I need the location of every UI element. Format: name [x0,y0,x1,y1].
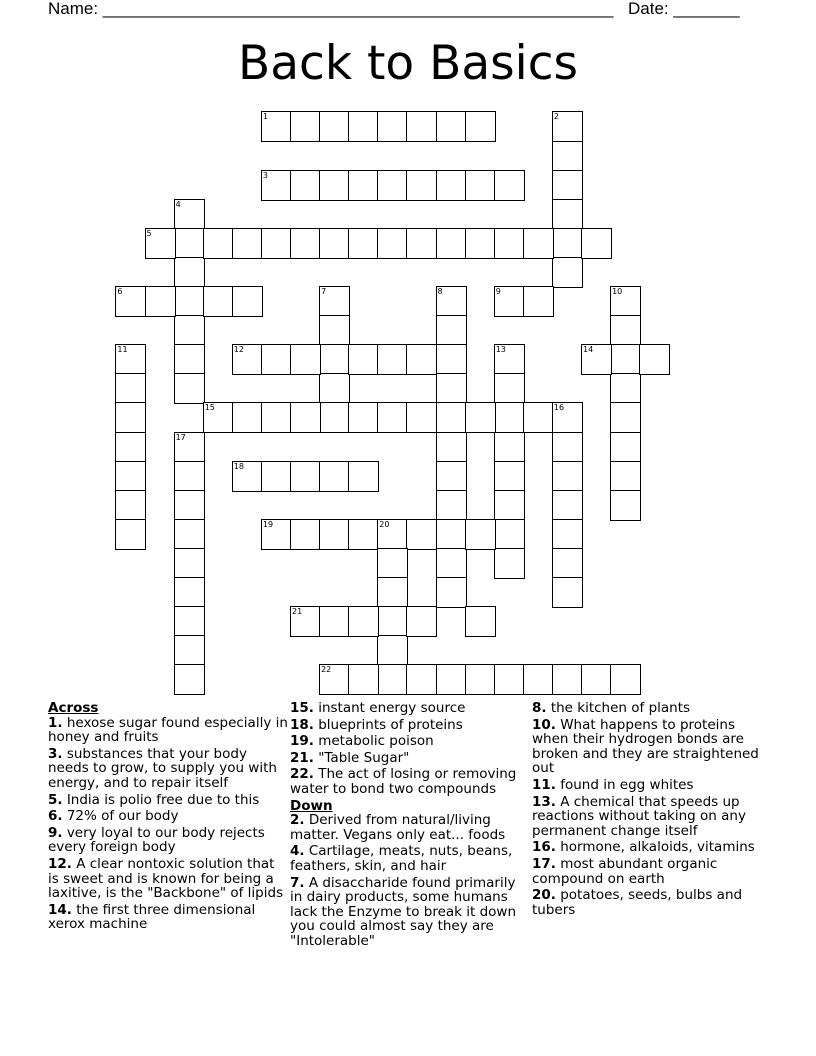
grid-cell[interactable] [552,402,583,433]
grid-cell[interactable] [436,664,467,695]
grid-cell[interactable] [377,606,408,637]
clue-item-number: 7. [290,874,305,891]
grid-cell[interactable] [261,402,292,433]
clue-number: 10 [612,287,623,296]
grid-cell[interactable] [115,432,146,463]
clue-number: 9 [495,287,501,296]
down-clue-list-continued [532,701,770,917]
grid-cell[interactable] [319,461,350,492]
grid-cell[interactable] [377,111,408,142]
grid-cell[interactable] [115,373,146,404]
clue-item-number: 20. [532,887,556,904]
clue-item-text: metabolic poison [313,733,434,750]
grid-cell[interactable] [406,606,437,637]
grid-cell[interactable] [348,606,379,637]
grid-cell[interactable] [377,344,408,375]
grid-cell[interactable] [436,490,467,521]
clue-item-number: 16. [532,839,556,856]
grid-cell[interactable] [174,519,205,550]
clue-item [290,751,528,766]
grid-cell[interactable] [174,461,205,492]
grid-cell[interactable] [494,664,525,695]
grid-cell[interactable] [610,402,641,433]
grid-cell[interactable] [436,577,467,608]
grid-cell[interactable] [377,519,408,550]
clue-item [532,840,770,855]
grid-cell[interactable] [290,111,321,142]
clue-number: 19 [262,519,274,529]
grid-cell[interactable] [115,490,146,521]
grid-cell[interactable] [290,519,321,550]
grid-cell[interactable] [319,344,350,375]
grid-cell[interactable] [406,170,437,201]
clue-item [48,747,288,791]
grid-cell[interactable] [610,664,641,695]
grid-cell[interactable] [494,286,525,317]
grid-cell[interactable] [465,111,496,142]
grid-cell[interactable] [232,286,263,317]
clue-item [48,793,288,808]
clue-item-text: substances that your body needs to grow, to supply you with energy, and to repair itself [48,745,277,791]
clue-item-text: the first three dimensional xerox machine [48,901,256,933]
date-field-label: Date: _______ [628,0,740,18]
grid-cell[interactable] [348,344,379,375]
clue-item-text: hexose sugar found especially in honey and fruits [48,714,288,746]
grid-cell[interactable] [115,461,146,492]
clue-item-text: instant energy source [313,700,466,716]
grid-cell[interactable] [348,664,379,695]
grid-cell[interactable] [494,548,525,579]
grid-cell[interactable] [319,373,350,404]
grid-cell[interactable] [232,461,263,492]
grid-cell[interactable] [174,373,205,404]
grid-cell[interactable] [319,228,350,259]
clue-item-number: 18. [290,716,314,733]
grid-cell[interactable] [552,257,583,288]
clue-item [48,716,288,745]
clue-item [532,795,770,839]
grid-cell[interactable] [261,111,292,142]
grid-cell[interactable] [203,402,234,433]
grid-cell[interactable] [377,635,408,666]
grid-cell[interactable] [348,111,379,142]
clue-item [290,813,528,842]
grid-cell[interactable] [174,577,205,608]
clue-item-number: 19. [290,733,314,750]
grid-cell[interactable] [348,228,379,259]
clue-item-number: 6. [48,808,63,825]
clue-item-number: 13. [532,793,556,810]
grid-cell[interactable] [406,519,437,550]
grid-cell[interactable] [261,344,292,375]
clue-number: 16 [553,403,565,413]
clue-item-text: very loyal to our body rejects every foreign body [48,824,265,856]
clue-item-text: 72% of our body [62,808,179,825]
clue-column-3 [532,701,770,919]
clue-item-text: found in egg whites [555,776,694,793]
grid-cell[interactable] [581,344,612,375]
clue-item [532,701,770,716]
grid-cell[interactable] [465,664,496,695]
grid-cell[interactable] [348,461,379,492]
clue-item [532,778,770,793]
grid-cell[interactable] [232,402,263,433]
grid-cell[interactable] [319,286,350,317]
grid-cell[interactable] [552,228,583,259]
grid-cell[interactable] [552,432,583,463]
clue-item-number: 4. [290,843,305,860]
grid-cell[interactable] [174,490,205,521]
clue-item-number: 2. [290,812,305,829]
clue-item [290,701,528,716]
grid-cell[interactable] [406,344,437,375]
grid-cell[interactable] [494,461,525,492]
clue-number: 22 [321,665,332,675]
grid-cell[interactable] [610,490,641,521]
grid-cell[interactable] [232,228,263,259]
grid-cell[interactable] [581,228,612,259]
clue-item-text: the kitchen of plants [546,700,691,716]
grid-cell[interactable] [494,228,525,259]
clue-number: 18 [233,461,244,471]
grid-cell[interactable] [174,606,205,637]
clue-item-number: 8. [532,700,547,716]
grid-cell[interactable] [465,519,496,550]
clue-number: 15 [204,403,215,413]
grid-cell[interactable] [319,402,350,433]
clue-item [290,767,528,796]
grid-cell[interactable] [261,461,292,492]
grid-cell[interactable] [174,664,205,695]
grid-cell[interactable] [261,170,292,201]
grid-cell[interactable] [261,228,292,259]
grid-cell[interactable] [523,228,554,259]
grid-cell[interactable] [115,402,146,433]
clue-item [48,809,288,824]
grid-cell[interactable] [436,228,467,259]
grid-cell[interactable] [610,315,641,346]
clue-item-text: potatoes, seeds, bulbs and tubers [532,887,743,918]
grid-cell[interactable] [494,170,525,201]
grid-cell[interactable] [290,344,321,375]
clue-item-text: hormone, alkaloids, vitamins [555,839,755,856]
grid-cell[interactable] [406,664,437,695]
clue-item-number: 17. [532,855,556,872]
grid-cell[interactable] [552,548,583,579]
grid-cell[interactable] [436,373,467,404]
clue-number: 21 [292,607,303,617]
clue-item-number: 9. [48,824,63,841]
clue-item-text: A chemical that speeds up reactions without taking on any permanent change itself [532,793,746,839]
grid-cell[interactable] [523,286,554,317]
grid-cell[interactable] [610,461,641,492]
grid-cell[interactable] [436,315,467,346]
clue-item-text: A clear nontoxic solution that is sweet and is known for being a laxitive, is the "Backbone" of lipids [48,855,284,902]
grid-cell[interactable] [290,461,321,492]
across-clue-list [48,716,288,932]
name-field-label: Name: ______________________________________________________ [48,0,614,18]
grid-cell[interactable] [319,519,350,550]
grid-cell[interactable] [552,577,583,608]
grid-cell[interactable] [145,286,176,317]
grid-cell[interactable] [377,402,408,433]
clue-number: 20 [379,519,390,529]
grid-cell[interactable] [552,461,583,492]
grid-cell[interactable] [377,664,408,695]
grid-cell[interactable] [436,344,467,375]
grid-cell[interactable] [494,519,525,550]
grid-cell[interactable] [639,344,670,375]
grid-cell[interactable] [436,432,467,463]
clue-item-number: 11. [532,776,556,793]
grid-cell[interactable] [610,286,641,317]
grid-cell[interactable] [174,548,205,579]
grid-cell[interactable] [174,199,205,230]
clue-item-number: 1. [48,714,63,731]
clue-item-number: 22. [290,766,314,783]
grid-cell[interactable] [610,373,641,404]
grid-cell[interactable] [610,432,641,463]
grid-cell[interactable] [523,664,554,695]
grid-cell[interactable] [552,664,583,695]
down-heading: Down [290,797,333,814]
grid-cell[interactable] [552,199,583,230]
grid-cell[interactable] [319,664,350,695]
clue-item-text: Derived from natural/living matter. Vegans only eat... foods [290,812,506,843]
clue-number: 17 [175,432,186,442]
grid-cell[interactable] [115,344,146,375]
grid-cell[interactable] [348,170,379,201]
grid-cell[interactable] [552,170,583,201]
grid-cell[interactable] [610,344,641,375]
grid-cell[interactable] [319,315,350,346]
grid-cell[interactable] [261,519,292,550]
grid-cell[interactable] [406,111,437,142]
grid-cell[interactable] [552,141,583,172]
grid-cell[interactable] [377,228,408,259]
grid-cell[interactable] [348,519,379,550]
grid-cell[interactable] [494,373,525,404]
clue-number: 5 [146,228,152,238]
clue-item-number: 15. [290,700,314,716]
clue-item-text: most abundant organic compound on earth [532,855,718,887]
grid-cell[interactable] [406,402,437,433]
grid-cell[interactable] [436,170,467,201]
grid-cell[interactable] [436,402,467,433]
clue-column-2 [290,701,528,951]
clue-number: 4 [175,199,181,209]
grid-cell[interactable] [406,228,437,259]
grid-cell[interactable] [290,228,321,259]
clue-item-number: 14. [48,901,72,918]
grid-cell[interactable] [232,344,263,375]
clue-number: 12 [233,345,244,355]
grid-cell[interactable] [174,315,205,346]
grid-cell[interactable] [552,519,583,550]
clue-item-text: India is polio free due to this [62,791,260,808]
grid-cell[interactable] [523,402,554,433]
clue-number: 14 [583,345,594,355]
down-clue-list [290,813,528,948]
grid-cell[interactable] [552,111,583,142]
grid-cell[interactable] [203,286,234,317]
grid-cell[interactable] [174,432,205,463]
clue-item-text: Cartilage, meats, nuts, beans, feathers, skin, and hair [290,843,513,874]
grid-cell[interactable] [465,606,496,637]
grid-cell[interactable] [203,228,234,259]
grid-cell[interactable] [115,286,146,317]
grid-cell[interactable] [377,577,408,608]
grid-cell[interactable] [494,432,525,463]
clue-item-number: 5. [48,791,63,808]
grid-cell[interactable] [494,344,525,375]
grid-cell[interactable] [436,286,467,317]
clue-item [48,826,288,855]
across-clue-list-continued [290,701,528,797]
grid-cell[interactable] [348,402,379,433]
grid-cell[interactable] [436,111,467,142]
grid-cell[interactable] [174,228,205,259]
grid-cell[interactable] [174,635,205,666]
clue-item [48,857,288,901]
grid-cell[interactable] [436,519,467,550]
clue-number: 8 [437,287,443,296]
grid-cell[interactable] [290,170,321,201]
clue-number: 6 [117,287,123,296]
clue-item-text: A disaccharide found primarily in dairy products, some humans lack the Enzyme to break it down you could almost say they are "Intolerable" [290,874,517,949]
clue-number: 2 [553,112,559,122]
grid-cell[interactable] [377,170,408,201]
grid-cell[interactable] [145,228,176,259]
clue-item-number: 10. [532,716,556,733]
clue-number: 3 [262,170,268,180]
grid-cell[interactable] [436,461,467,492]
clue-column-1 [48,701,288,934]
clue-item [290,734,528,749]
clue-item [290,844,528,873]
clue-item-text: What happens to proteins when their hydrogen bonds are broken and they are straightened out [532,716,759,777]
grid-cell[interactable] [581,664,612,695]
clue-item [532,718,770,776]
across-heading: Across [48,700,99,716]
grid-cell[interactable] [377,548,408,579]
clue-item-text: The act of losing or removing water to bond two compounds [290,766,517,797]
grid-cell[interactable] [174,344,205,375]
grid-cell[interactable] [115,519,146,550]
clue-number: 7 [321,287,327,296]
clue-item-text: "Table Sugar" [313,749,410,766]
clue-item-number: 12. [48,855,72,872]
grid-cell[interactable] [290,402,321,433]
grid-cell[interactable] [465,228,496,259]
clue-number: 11 [117,345,128,355]
grid-cell[interactable] [174,257,205,288]
grid-cell[interactable] [465,170,496,201]
grid-cell[interactable] [319,606,350,637]
grid-cell[interactable] [465,402,496,433]
grid-cell[interactable] [319,111,350,142]
grid-cell[interactable] [436,548,467,579]
grid-cell[interactable] [319,170,350,201]
puzzle-title: Back to Basics [237,36,579,91]
clue-item [290,718,528,733]
clue-item [290,876,528,949]
clue-item [48,903,288,932]
clue-item [532,888,770,917]
grid-cell[interactable] [494,490,525,521]
clue-item-number: 3. [48,745,63,762]
grid-cell[interactable] [174,286,205,317]
clue-item [532,857,770,886]
grid-cell[interactable] [494,402,525,433]
grid-cell[interactable] [552,490,583,521]
clue-number: 13 [495,345,506,355]
grid-cell[interactable] [290,606,321,637]
clue-item-text: blueprints of proteins [313,716,463,733]
clue-item-number: 21. [290,749,314,766]
clue-number: 1 [262,112,268,122]
